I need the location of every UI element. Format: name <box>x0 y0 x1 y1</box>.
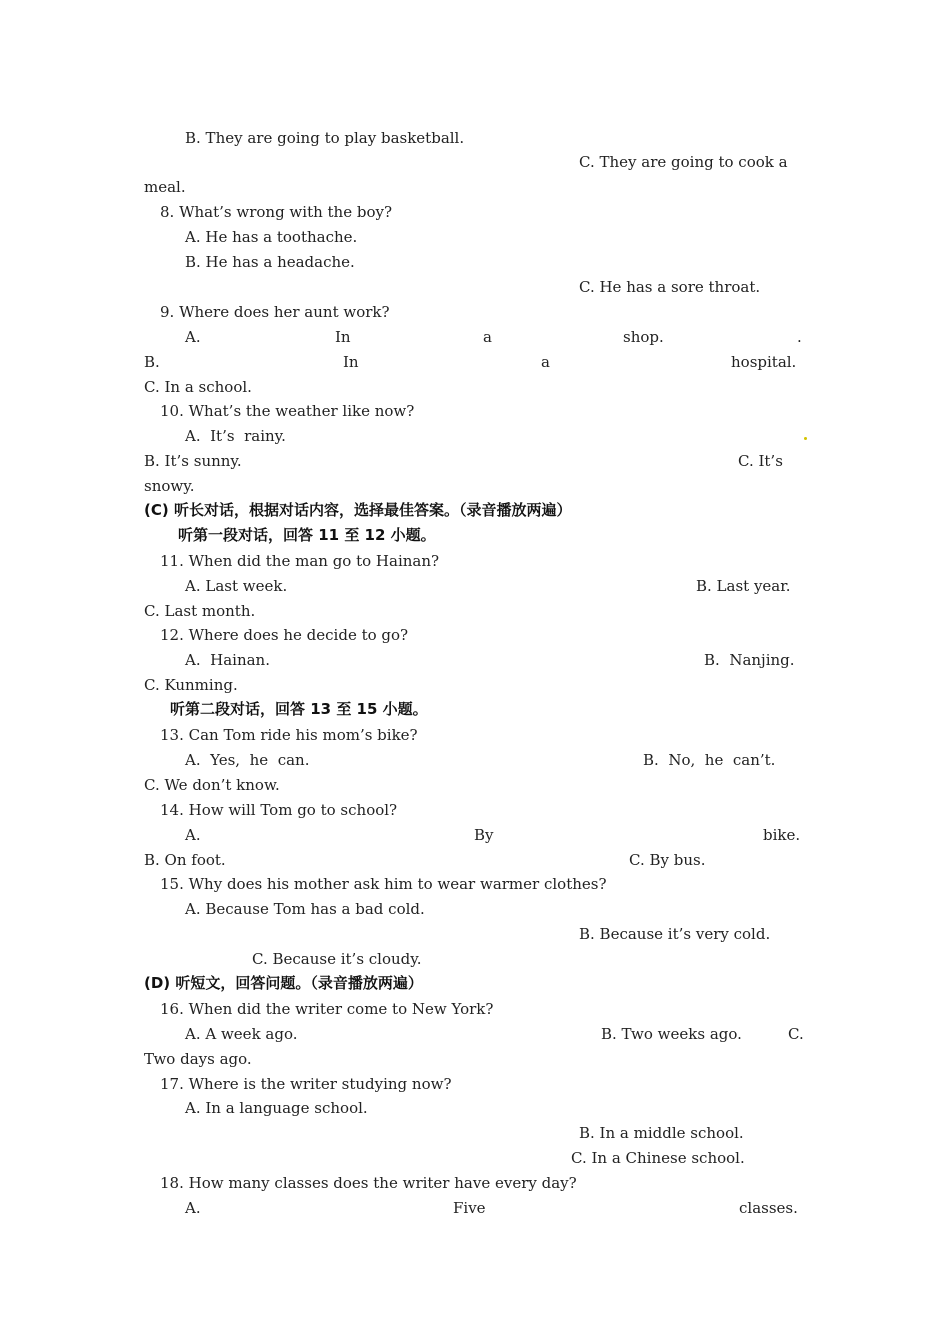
question-9: 9. Where does her aunt work? <box>160 303 390 321</box>
question-8: 8. What’s wrong with the boy? <box>160 203 393 221</box>
q18-option-a-word: Five <box>453 1199 486 1217</box>
q12-option-a: A. Hainan. <box>185 651 270 669</box>
q14-option-b: B. On foot. <box>144 851 226 869</box>
q9-option-a-label: A. <box>185 328 201 346</box>
q13-option-b: B. No, he can’t. <box>643 751 776 769</box>
q16-option-c-label: C. <box>788 1025 804 1043</box>
q14-option-a-label: A. <box>185 826 201 844</box>
q9-option-b-word: a <box>541 353 550 371</box>
question-13: 13. Can Tom ride his mom’s bike? <box>160 726 418 744</box>
section-d-heading: (D) 听短文，回答问题。（录音播放两遍） <box>144 974 423 992</box>
q10-option-a: A. It’s rainy. <box>185 427 286 445</box>
q7-option-c-cont: meal. <box>144 178 186 196</box>
q17-option-c: C. In a Chinese school. <box>571 1149 745 1167</box>
question-17: 17. Where is the writer studying now? <box>160 1075 452 1093</box>
q13-option-c: C. We don’t know. <box>144 776 280 794</box>
q9-option-b-label: B. <box>144 353 160 371</box>
q9-option-a-word: a <box>483 328 492 346</box>
question-14: 14. How will Tom go to school? <box>160 801 398 819</box>
q16-option-a: A. A week ago. <box>185 1025 298 1043</box>
question-16: 16. When did the writer come to New York? <box>160 1000 494 1018</box>
q16-option-c: Two days ago. <box>144 1050 252 1068</box>
q10-option-c: C. It’s <box>738 452 783 470</box>
q12-option-c: C. Kunming. <box>144 676 238 694</box>
dialogue-1-heading: 听第一段对话，回答 11 至 12 小题。 <box>178 526 436 544</box>
q11-option-c: C. Last month. <box>144 602 256 620</box>
q7-option-c: C. They are going to cook a <box>579 153 788 171</box>
q17-option-a: A. In a language school. <box>185 1099 368 1117</box>
question-15: 15. Why does his mother ask him to wear warmer clothes? <box>160 875 607 893</box>
section-c-heading: (C) 听长对话，根据对话内容，选择最佳答案。（录音播放两遍） <box>144 501 572 519</box>
q10-option-b: B. It’s sunny. <box>144 452 242 470</box>
q18-option-a-word: classes. <box>739 1199 798 1217</box>
question-10: 10. What’s the weather like now? <box>160 402 415 420</box>
q14-option-c: C. By bus. <box>629 851 706 869</box>
question-12: 12. Where does he decide to go? <box>160 626 409 644</box>
q11-option-a: A. Last week. <box>185 577 288 595</box>
q9-option-a-word: shop. <box>623 328 664 346</box>
q9-option-a-word: In <box>335 328 351 346</box>
q8-option-a: A. He has a toothache. <box>185 228 358 246</box>
q12-option-b: B. Nanjing. <box>704 651 795 669</box>
q9-option-a-dot: . <box>797 328 802 346</box>
q10-option-c-cont: snowy. <box>144 477 195 495</box>
dialogue-2-heading: 听第二段对话，回答 13 至 15 小题。 <box>170 700 428 718</box>
q14-option-a-word: By <box>474 826 494 844</box>
q8-option-b: B. He has a headache. <box>185 253 355 271</box>
question-11: 11. When did the man go to Hainan? <box>160 552 440 570</box>
q14-option-a-word: bike. <box>763 826 801 844</box>
stray-mark <box>804 437 807 440</box>
q8-option-c: C. He has a sore throat. <box>579 278 761 296</box>
q18-option-a-label: A. <box>185 1199 201 1217</box>
q11-option-b: B. Last year. <box>696 577 791 595</box>
question-18: 18. How many classes does the writer have every day? <box>160 1174 577 1192</box>
q16-option-b: B. Two weeks ago. <box>601 1025 742 1043</box>
q9-option-b-word: hospital. <box>731 353 797 371</box>
q15-option-c: C. Because it’s cloudy. <box>252 950 422 968</box>
q13-option-a: A. Yes, he can. <box>185 751 310 769</box>
q17-option-b: B. In a middle school. <box>579 1124 744 1142</box>
q15-option-b: B. Because it’s very cold. <box>579 925 771 943</box>
q7-option-b: B. They are going to play basketball. <box>185 129 465 147</box>
q15-option-a: A. Because Tom has a bad cold. <box>185 900 425 918</box>
q9-option-b-word: In <box>343 353 359 371</box>
q9-option-c: C. In a school. <box>144 378 252 396</box>
